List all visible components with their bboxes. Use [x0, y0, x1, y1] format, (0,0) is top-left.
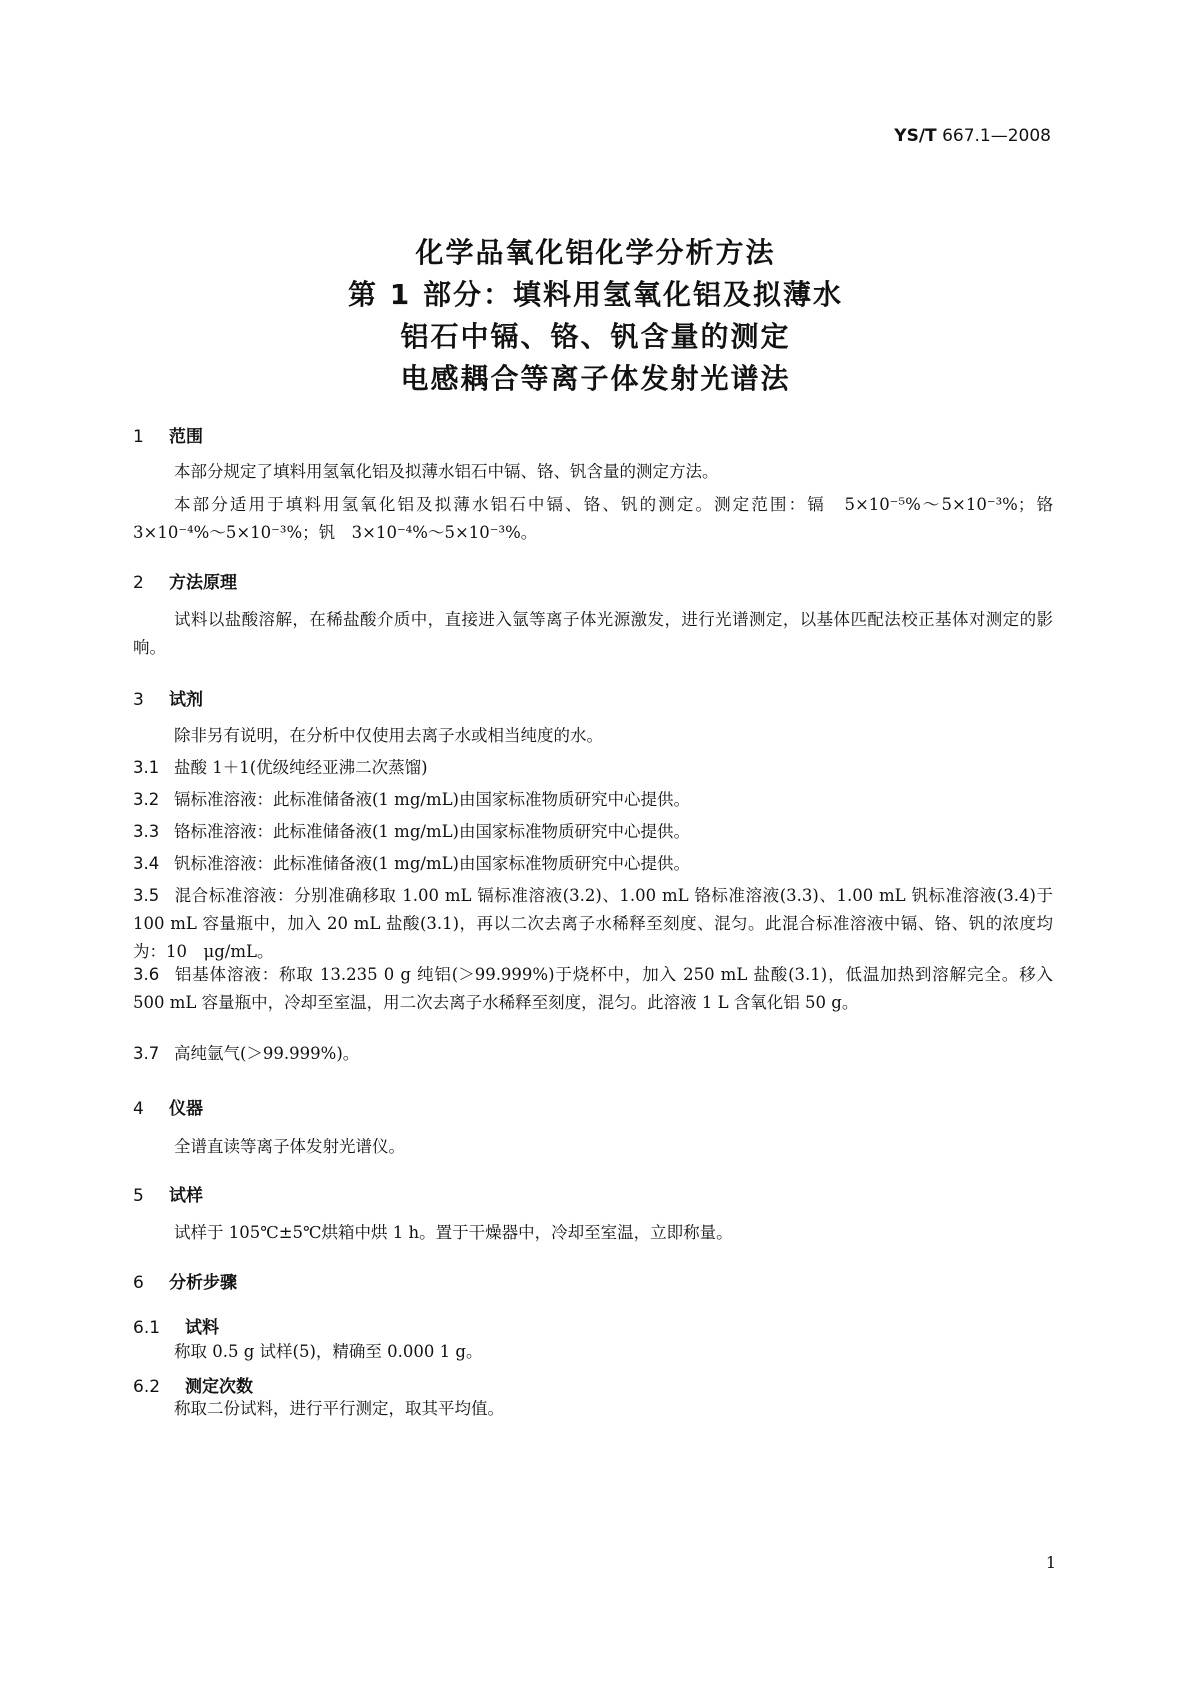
- section-number: 4: [133, 1099, 144, 1119]
- document-title: [0, 232, 1191, 400]
- section-4-paragraph: 全谱直读等离子体发射光谱仪。: [174, 1137, 405, 1156]
- section-number: 2: [133, 573, 144, 593]
- section-number: 5: [133, 1186, 144, 1206]
- title-line-2: 第 1 部分：填料用氢氧化铝及拟薄水: [348, 278, 843, 311]
- section-2-paragraph: 试料以盐酸溶解，在稀盐酸介质中，直接进入氩等离子体光源激发，进行光谱测定，以基体匹配法校正基体对测定的影响。: [133, 610, 1053, 657]
- section-title: 方法原理: [169, 573, 237, 593]
- section-3-paragraph: 除非另有说明，在分析中仅使用去离子水或相当纯度的水。: [174, 726, 603, 745]
- section-number: 1: [133, 427, 144, 447]
- section-3-heading: [133, 685, 203, 710]
- subsection-title: 测定次数: [185, 1377, 253, 1397]
- section-5-paragraph: 试样于 105℃±5℃烘箱中烘 1 h。置于干燥器中，冷却至室温，立即称量。: [174, 1223, 733, 1242]
- section-number: 3: [133, 690, 144, 710]
- item-3-3: 3.3 铬标准溶液：此标准储备液(1 mg/mL)由国家标准物质研究中心提供。: [133, 822, 690, 841]
- section-1-heading: [133, 422, 203, 447]
- subsection-number: 6.1: [133, 1318, 161, 1338]
- item-3-5: 3.5 混合标准溶液：分别准确移取 1.00 mL 镉标准溶液(3.2)、1.00 mL 铬标准溶液(3.3)、1.00 mL 钒标准溶液(3.4)于 100 mL 容量瓶中，加入 20 mL 盐酸(3.1)，再以二次去离子水稀释至刻度、混匀。此混合标准溶液中镉、铬、钒的浓度均为：10 μg/mL。: [133, 886, 1053, 961]
- section-title: 试样: [169, 1186, 203, 1206]
- subsection-6-2-paragraph: 称取二份试料，进行平行测定，取其平均值。: [174, 1399, 504, 1418]
- title-line-4: 电感耦合等离子体发射光谱法: [400, 362, 791, 395]
- standard-code: 667.1—2008: [942, 126, 1051, 146]
- section-number: 6: [133, 1273, 144, 1293]
- section-1-paragraph-2: 本部分适用于填料用氢氧化铝及拟薄水铝石中镉、铬、钒的测定。测定范围：镉 5×10⁻⁵%～5×10⁻³%；铬 3×10⁻⁴%～5×10⁻³%；钒 3×10⁻⁴%～5×10⁻³%。: [133, 495, 1070, 542]
- section-4-heading: [133, 1094, 203, 1119]
- item-3-1: 3.1 盐酸 1＋1(优级纯经亚沸二次蒸馏): [133, 758, 428, 777]
- section-5-heading: [133, 1181, 203, 1206]
- item-3-6: 3.6 铝基体溶液：称取 13.235 0 g 纯铝(＞99.999%)于烧杯中，加入 250 mL 盐酸(3.1)，低温加热到溶解完全。移入 500 mL 容量瓶中，冷却至室温，用二次去离子水稀释至刻度，混匀。此溶液 1 L 含氧化铝 50 g。: [133, 965, 1053, 1012]
- title-line-3: 铝石中镉、铬、钒含量的测定: [400, 320, 791, 353]
- subsection-title: 试料: [185, 1318, 219, 1338]
- section-title: 范围: [169, 427, 203, 447]
- standard-number: [894, 126, 1051, 146]
- section-title: 试剂: [169, 690, 203, 710]
- subsection-6-1-paragraph: 称取 0.5 g 试样(5)，精确至 0.000 1 g。: [174, 1342, 483, 1361]
- subsection-number: 6.2: [133, 1377, 161, 1397]
- section-1-paragraph-1: 本部分规定了填料用氢氧化铝及拟薄水铝石中镉、铬、钒含量的测定方法。: [174, 462, 719, 481]
- subsection-6-1-heading: [133, 1313, 219, 1338]
- subsection-6-2-heading: [133, 1372, 253, 1397]
- section-2-heading: [133, 568, 237, 593]
- section-title: 仪器: [169, 1099, 203, 1119]
- standard-prefix: YS/T: [894, 126, 937, 146]
- title-line-1: 化学品氧化铝化学分析方法: [415, 236, 776, 269]
- item-3-4: 3.4 钒标准溶液：此标准储备液(1 mg/mL)由国家标准物质研究中心提供。: [133, 854, 690, 873]
- item-3-2: 3.2 镉标准溶液：此标准储备液(1 mg/mL)由国家标准物质研究中心提供。: [133, 790, 690, 809]
- item-3-7: 3.7 高纯氩气(＞99.999%)。: [133, 1044, 360, 1063]
- section-title: 分析步骤: [169, 1273, 237, 1293]
- page-number: 1: [1045, 1553, 1056, 1572]
- section-6-heading: [133, 1268, 237, 1293]
